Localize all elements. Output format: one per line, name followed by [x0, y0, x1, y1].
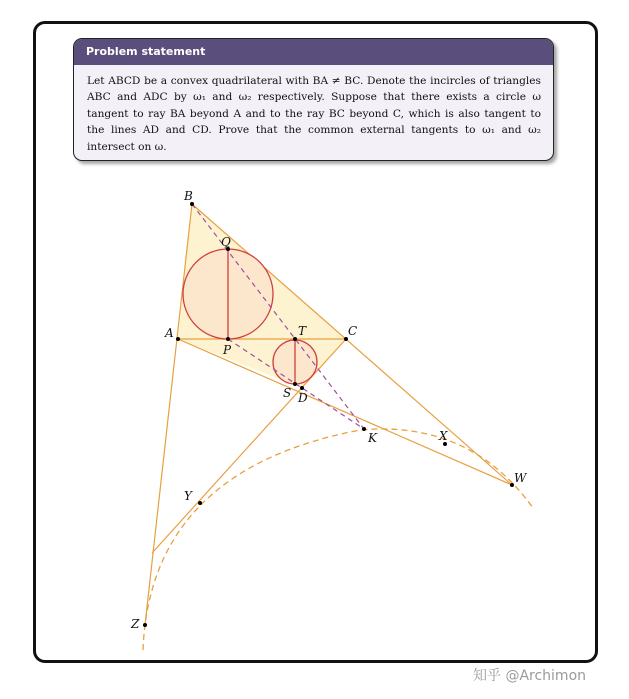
line-ba	[145, 204, 192, 625]
triangle-adc-fill	[178, 339, 346, 388]
point-k	[362, 427, 366, 431]
circle-omega-arc	[143, 429, 533, 650]
problem-statement-text: Let ABCD be a convex quadrilateral with BA ≠ BC. Denote the incircles of triangles ABC and ADC by ω₁ and ω₂ respectively. Suppose that there exists a circle ω tangent to ray BA beyond A and to the ray BC beyond C, which is also tangent to the lines AD and CD. Prove that the common external tangents to ω₁ and ω₂ intersect on ω.	[87, 75, 541, 153]
point-t	[293, 337, 297, 341]
label-a: A	[165, 326, 174, 340]
label-c: C	[348, 324, 358, 338]
problem-statement-title: Problem statement	[74, 39, 553, 65]
label-b: B	[184, 189, 193, 203]
point-d	[300, 386, 304, 390]
label-p: P	[223, 343, 232, 357]
watermark-text: 知乎 @Archimon	[473, 668, 587, 684]
label-k: K	[368, 431, 377, 445]
line-ad	[178, 339, 512, 485]
point-y	[198, 501, 202, 505]
line-cd	[152, 339, 346, 553]
label-s: S	[283, 386, 292, 400]
label-z: Z	[131, 617, 140, 631]
point-a	[176, 337, 180, 341]
label-w: W	[514, 471, 527, 485]
label-y: Y	[184, 489, 192, 503]
label-x: X	[439, 429, 448, 443]
label-t: T	[298, 324, 307, 338]
label-d: D	[298, 391, 308, 405]
point-z	[143, 623, 147, 627]
label-q: Q	[221, 235, 231, 249]
point-s	[293, 382, 297, 386]
point-p	[226, 337, 230, 341]
